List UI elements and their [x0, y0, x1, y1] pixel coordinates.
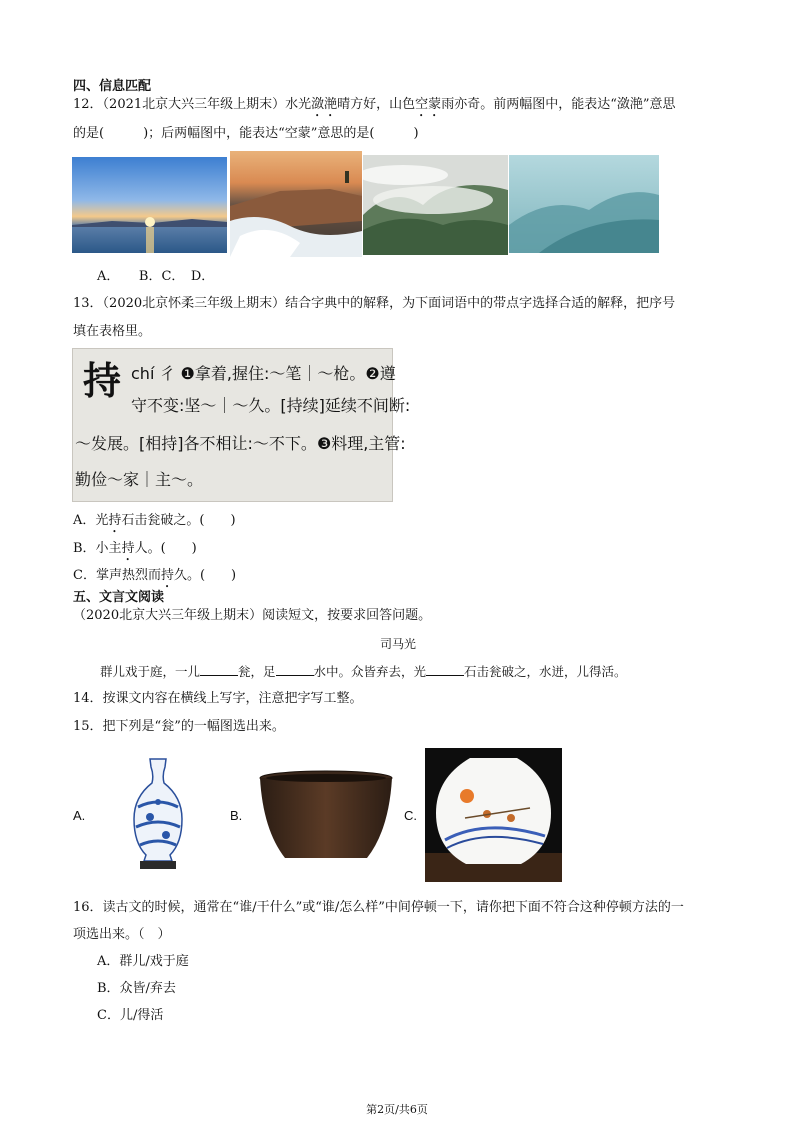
- section4-title: 四、信息匹配: [73, 79, 152, 94]
- dict-line3: ～发展。[相持]各不相让:～不下。❸料理,主管:: [75, 434, 406, 453]
- q13-item-b: B．小主持人。( ): [73, 541, 197, 556]
- blank-1[interactable]: [200, 663, 238, 676]
- q13-item-c: C．掌声热烈而持久。( ): [73, 568, 237, 583]
- q12-options: A． B．C． D．: [97, 269, 215, 284]
- q15-label-a: A.: [73, 808, 86, 823]
- q13-item-a: A．光持石击瓮破之。( ): [73, 513, 236, 528]
- q16-line2: 项选出来。（ ）: [73, 927, 171, 942]
- q14: 14．按课文内容在横线上写字，注意把字写工整。: [73, 691, 363, 706]
- section5-intro: （2020北京大兴三年级上期末）阅读短文，按要求回答问题。: [73, 608, 432, 623]
- dict-line1: chí 彳 ❶拿着,握住:～笔｜～枪。❷遵: [131, 364, 396, 383]
- dict-head-char: 持: [83, 359, 122, 403]
- q16-option-c: C．儿/得活: [97, 1008, 164, 1023]
- dict-line2: 守不变:坚～｜～久。[持续]延续不间断:: [131, 396, 411, 415]
- misty-mountain-image: [363, 155, 508, 255]
- dictionary-entry-image: [72, 348, 411, 502]
- blank-3[interactable]: [426, 663, 464, 676]
- q16-line1: 16．读古文的时候，通常在“谁/干什么”或“谁/怎么样”中间停顿一下，请你把下面不符合这种停顿方法的一: [73, 900, 684, 915]
- brown-jar-image: [257, 770, 395, 862]
- q15-label-b: B.: [230, 808, 243, 823]
- q12-line1: 12．（2021北京大兴三年级上期末）水光潋滟晴方好，山色空蒙雨亦奇。前两幅图中，能表达“潋滟”意思: [73, 97, 676, 112]
- passage-text: 群儿戏于庭，一儿 瓮，足 水中。众皆弃去，光 石击瓮破之，水迸，儿得活。: [100, 664, 627, 679]
- q16-option-b: B．众皆/弃去: [97, 981, 176, 996]
- section5-title: 五、文言文阅读: [73, 590, 165, 605]
- q16-option-a: A．群儿/戏于庭: [97, 954, 189, 969]
- q12-line2: 的是( )；后两幅图中，能表达“空蒙”意思的是( ): [73, 126, 419, 141]
- dict-line4: 勤俭～家｜主～。: [75, 470, 204, 489]
- sunrise-lake-image: [72, 157, 227, 253]
- foggy-forest-image: [509, 155, 659, 253]
- painted-jar-image: [425, 748, 562, 882]
- q15: 15．把下列是“瓮”的一幅图选出来。: [73, 719, 285, 734]
- q15-label-c: C.: [404, 808, 417, 823]
- blue-white-vase-image: [128, 757, 188, 872]
- q13-line1: 13．（2020北京怀柔三年级上期末）结合字典中的解释，为下面词语中的带点字选择合适的解释，把序号: [73, 296, 676, 311]
- blank-2[interactable]: [276, 663, 314, 676]
- passage-title: 司马光: [380, 637, 417, 651]
- q13-line2: 填在表格里。: [73, 324, 152, 339]
- rocky-waves-image: [230, 151, 362, 257]
- page-footer: 第2页/共6页: [366, 1103, 428, 1116]
